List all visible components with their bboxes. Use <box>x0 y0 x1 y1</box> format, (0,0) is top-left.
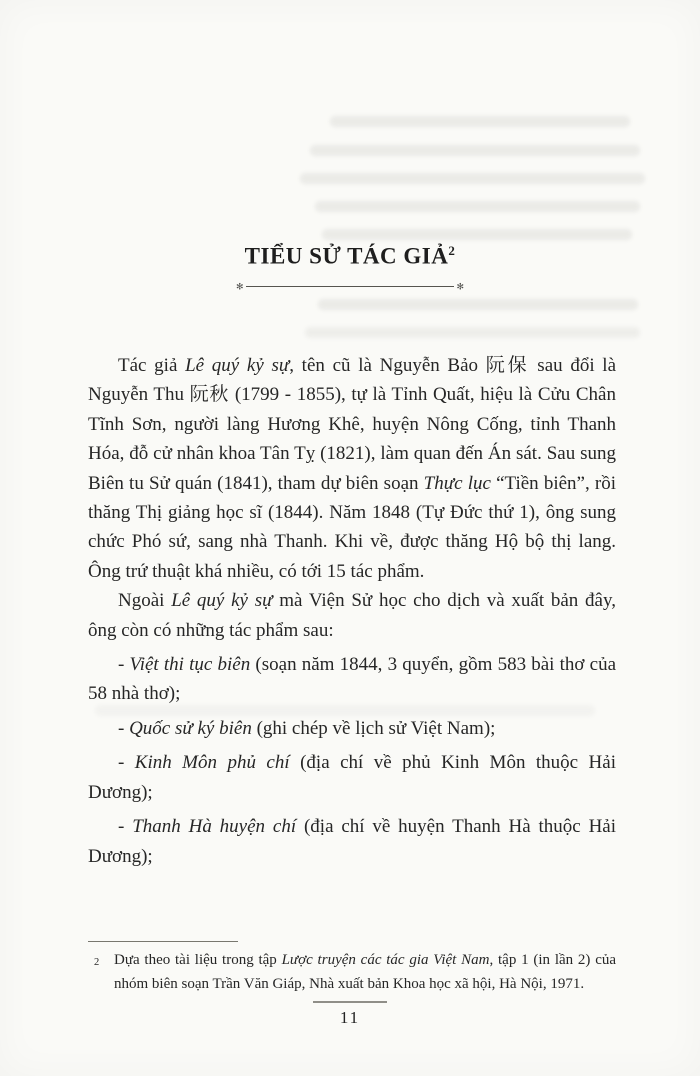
bleedthrough-line <box>318 299 638 310</box>
page-number: 11 <box>339 1008 361 1027</box>
page-footer <box>0 1001 700 1028</box>
footnote-text-block <box>88 949 616 996</box>
body-text <box>88 351 616 871</box>
bleedthrough-line <box>310 145 640 156</box>
divider-rule <box>246 286 455 287</box>
bleedthrough-line <box>330 116 630 127</box>
footnote-separator <box>88 941 238 942</box>
footnote-marker: 2 <box>94 957 100 968</box>
title-footnote-ref: 2 <box>448 243 456 258</box>
page-title <box>0 243 700 270</box>
divider-ornament-left-icon: ✻ <box>236 281 244 292</box>
bleedthrough-line <box>300 173 645 184</box>
list-item-thanh-ha-huyen-chi: - Thanh Hà huyện chí (địa chí về huyện Thanh Hà thuộc Hải Dương); <box>88 816 617 867</box>
bleedthrough-line <box>305 327 640 338</box>
list-item-quoc-su-ky-bien: - Quốc sử ký biên (ghi chép về lịch sử Việt Nam); <box>118 717 496 739</box>
list-item-viet-thi-tuc-bien: - Việt thi tục biên (soạn năm 1844, 3 quyển, gồm 583 bài thơ của 58 nhà thơ); <box>88 654 617 705</box>
paragraph-author-biography: Tác giả Lê quý kỷ sự, tên cũ là Nguyễn Bảo 阮保 sau đổi là Nguyễn Thu 阮秋 (1799 - 1855), tự là Tỉnh Quất, hiệu là Cửu Chân Tĩnh Sơn, người làng Hương Khê, huyện Nông Cống, tỉnh Thanh Hóa, đỗ cử nhân khoa Tân Tỵ (1821), làm quan đến Án sát. Sau sung Biên tu Sử quán (1841), tham dự biên soạn Thực lục “Tiền biên”, rồi thăng Thị giảng học sĩ (1844). Năm 1848 (Tự Đức thứ 1), ông sung chức Phó sứ, sang nhà Thanh. Khi về, được thăng Hộ bộ thị lang. Ông trứ thuật khá nhiều, có tới 15 tác phẩm. <box>88 355 617 582</box>
footer-rule <box>313 1001 387 1003</box>
footnote <box>88 941 616 996</box>
list-item-kinh-mon-phu-chi: - Kinh Môn phủ chí (địa chí về phủ Kinh Môn thuộc Hải Dương); <box>88 752 616 803</box>
paragraph-other-works-intro: Ngoài Lê quý kỷ sự mà Viện Sử học cho dịch và xuất bản đây, ông còn có những tác phẩm sau: <box>88 590 616 641</box>
title-divider <box>236 282 464 291</box>
bleedthrough-line <box>315 201 640 212</box>
bleedthrough-line <box>322 229 632 240</box>
divider-ornament-right-icon: ✻ <box>456 281 464 292</box>
title-text: TIỂU SỬ TÁC GIẢ <box>244 243 449 269</box>
footnote-text: Dựa theo tài liệu trong tập Lược truyện các tác gia Việt Nam, tập 1 (in lần 2) của nhóm biên soạn Trần Văn Giáp, Nhà xuất bản Khoa học xã hội, Hà Nội, 1971. <box>114 952 617 992</box>
